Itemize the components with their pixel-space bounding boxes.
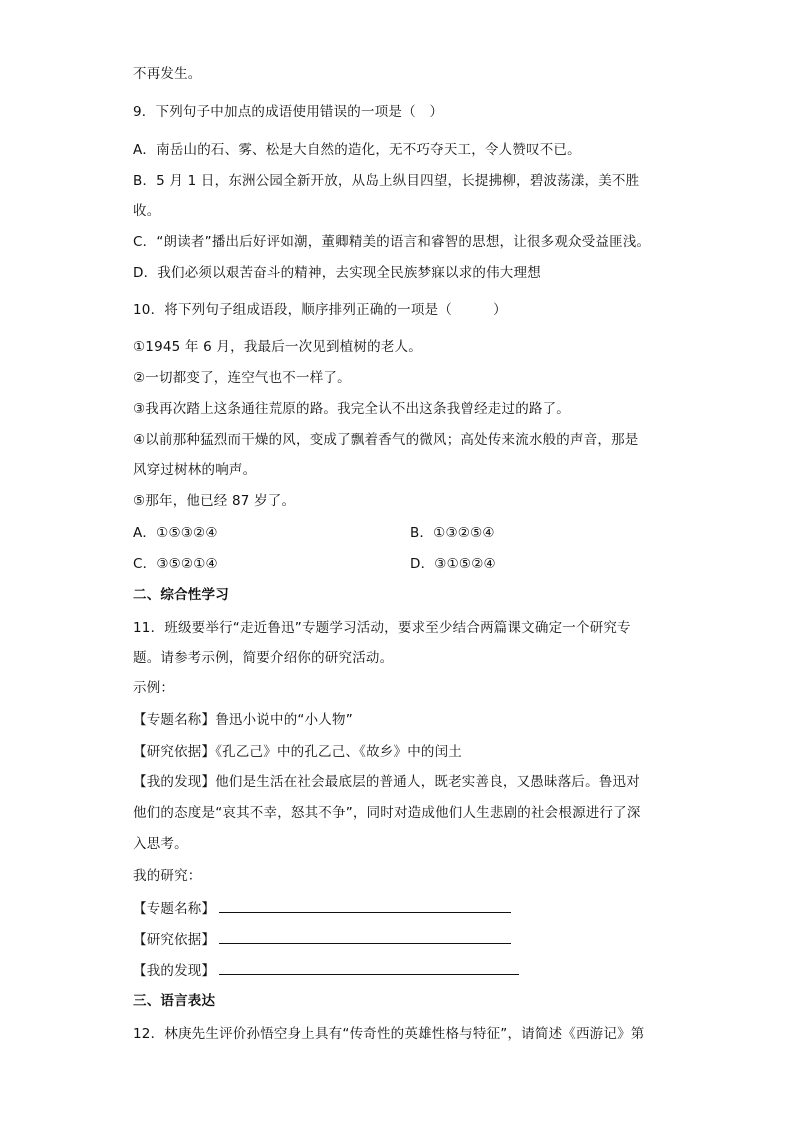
q9-option-d: D．我们必须以艰苦奋斗的精神，去实现全民族梦寐以求的伟大理想 (133, 265, 541, 281)
q10-sentence-1: ①1945 年 6 月，我最后一次见到植树的老人。 (133, 339, 422, 355)
q10-option-a: A．①⑤③②④ (133, 525, 218, 541)
q11-example-topic: 【专题名称】鲁迅小说中的“小人物” (133, 712, 353, 728)
q9-stem: 9．下列句子中加点的成语使用错误的一项是（ ） (133, 104, 444, 120)
q11-topic-row (133, 898, 511, 919)
q10-sentence-5: ⑤那年，他已经 87 岁了。 (133, 493, 296, 509)
q11-finding-blank[interactable] (219, 960, 519, 975)
q11-example-basis: 【研究依据】《孔乙己》中的孔乙己、《故乡》中的闰土 (133, 744, 462, 760)
q12-stem-line1: 12．林庚先生评价孙悟空身上具有“传奇性的英雄性格与特征”，请简述《西游记》第 (133, 1026, 645, 1042)
q11-stem-line1: 11．班级要举行“走近鲁迅”专题学习活动，要求至少结合两篇课文确定一个研究专 (133, 620, 631, 636)
q11-basis-blank[interactable] (219, 929, 511, 944)
q8-tail: 不再发生。 (133, 66, 202, 82)
section-heading-3: 三、语言表达 (133, 993, 216, 1009)
q11-stem-line2: 题。请参考示例，简要介绍你的研究活动。 (133, 650, 394, 666)
q9-option-c: C．“朗读者”播出后好评如潮，董卿精美的语言和睿智的思想，让很多观众受益匪浅。 (133, 234, 651, 250)
q9-option-b-line1: B．5 月 1 日，东洲公园全新开放，从岛上纵目四望，长提拂柳，碧波荡漾，美不胜 (133, 173, 640, 189)
q11-example-finding-line3: 入思考。 (133, 836, 188, 852)
q10-sentence-2: ②一切都变了，连空气也不一样了。 (133, 370, 351, 386)
q11-example-finding-line1: 【我的发现】他们是生活在社会最底层的普通人，既老实善良，又愚昧落后。鲁迅对 (133, 774, 640, 790)
q11-example-label: 示例： (133, 680, 175, 696)
q10-stem: 10．将下列句子组成语段，顺序排列正确的一项是（ ） (133, 302, 507, 318)
q11-topic-label: 【专题名称】 (133, 901, 216, 917)
q11-topic-blank[interactable] (219, 898, 511, 913)
q10-option-b: B．①③②⑤④ (410, 525, 495, 541)
q10-sentence-3: ③我再次踏上这条通往荒原的路。我完全认不出这条我曾经走过的路了。 (133, 401, 571, 417)
q11-example-finding-line2: 他们的态度是“哀其不幸，怒其不争”，同时对造成他们人生悲剧的社会根源进行了深 (133, 805, 641, 821)
section-heading-2: 二、综合性学习 (133, 587, 229, 603)
q11-basis-label: 【研究依据】 (133, 932, 216, 948)
q11-finding-label: 【我的发现】 (133, 963, 216, 979)
q10-sentence-4-line2: 风穿过树林的响声。 (133, 462, 257, 478)
q10-option-c: C．③⑤②①④ (133, 556, 218, 572)
q11-basis-row (133, 929, 511, 950)
q10-sentence-4-line1: ④以前那种猛烈而干燥的风，变成了飘着香气的微风；高处传来流水般的声音，那是 (133, 432, 639, 448)
q10-option-d: D．③①⑤②④ (410, 556, 496, 572)
q9-option-a: A．南岳山的石、雾、松是大自然的造化，无不巧夺天工，令人赞叹不已。 (133, 142, 581, 158)
q11-finding-row (133, 960, 519, 981)
q11-my-research-label: 我的研究： (133, 868, 202, 884)
q9-option-b-line2: 收。 (133, 203, 161, 219)
